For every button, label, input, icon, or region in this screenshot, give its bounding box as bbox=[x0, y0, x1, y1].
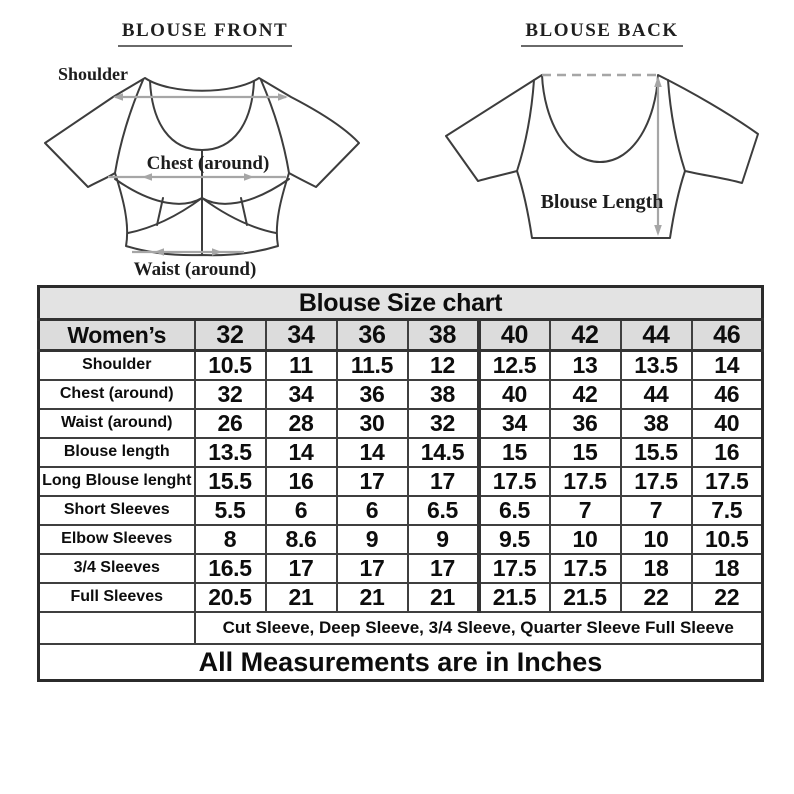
value-cell: 10.5 bbox=[692, 525, 763, 554]
value-cell: 17.5 bbox=[621, 467, 692, 496]
value-cell: 6.5 bbox=[408, 496, 479, 525]
value-cell: 16 bbox=[692, 438, 763, 467]
chest-label: Chest (around) bbox=[146, 153, 270, 174]
value-cell: 14 bbox=[692, 351, 763, 381]
table-row bbox=[39, 351, 763, 381]
waist-label: Waist (around) bbox=[133, 259, 257, 280]
value-cell: 13.5 bbox=[195, 438, 266, 467]
value-cell: 15 bbox=[550, 438, 621, 467]
value-cell: 26 bbox=[195, 409, 266, 438]
value-cell: 34 bbox=[266, 380, 337, 409]
value-cell: 15.5 bbox=[195, 467, 266, 496]
value-cell: 6 bbox=[266, 496, 337, 525]
table-row bbox=[39, 525, 763, 554]
size-header-cell: 38 bbox=[408, 320, 479, 351]
value-cell: 14 bbox=[337, 438, 408, 467]
empty-cell bbox=[39, 612, 195, 644]
value-cell: 17 bbox=[408, 554, 479, 583]
value-cell: 17.5 bbox=[550, 554, 621, 583]
value-cell: 7 bbox=[550, 496, 621, 525]
value-cell: 30 bbox=[337, 409, 408, 438]
value-cell: 21 bbox=[408, 583, 479, 612]
value-cell: 10 bbox=[550, 525, 621, 554]
size-header-cell: 40 bbox=[479, 320, 550, 351]
value-cell: 17 bbox=[337, 554, 408, 583]
value-cell: 16 bbox=[266, 467, 337, 496]
row-label: 3/4 Sleeves bbox=[39, 554, 195, 583]
value-cell: 32 bbox=[408, 409, 479, 438]
value-cell: 21.5 bbox=[479, 583, 550, 612]
row-label: Shoulder bbox=[39, 351, 195, 381]
row-label: Elbow Sleeves bbox=[39, 525, 195, 554]
size-chart-table bbox=[37, 285, 764, 682]
note-cell: Cut Sleeve, Deep Sleeve, 3/4 Sleeve, Quarter Sleeve Full Sleeve bbox=[195, 612, 763, 644]
value-cell: 28 bbox=[266, 409, 337, 438]
value-cell: 40 bbox=[692, 409, 763, 438]
value-cell: 10 bbox=[621, 525, 692, 554]
value-cell: 16.5 bbox=[195, 554, 266, 583]
banner-cell: All Measurements are in Inches bbox=[39, 644, 763, 681]
value-cell: 34 bbox=[479, 409, 550, 438]
blouse-back-diagram bbox=[430, 50, 790, 280]
value-cell: 36 bbox=[550, 409, 621, 438]
table-row bbox=[39, 554, 763, 583]
value-cell: 17.5 bbox=[479, 554, 550, 583]
row-label: Chest (around) bbox=[39, 380, 195, 409]
value-cell: 9 bbox=[337, 525, 408, 554]
table-row bbox=[39, 409, 763, 438]
value-cell: 22 bbox=[621, 583, 692, 612]
value-cell: 6.5 bbox=[479, 496, 550, 525]
size-header-cell: 46 bbox=[692, 320, 763, 351]
value-cell: 12.5 bbox=[479, 351, 550, 381]
value-cell: 32 bbox=[195, 380, 266, 409]
value-cell: 21 bbox=[266, 583, 337, 612]
value-cell: 36 bbox=[337, 380, 408, 409]
value-cell: 17.5 bbox=[550, 467, 621, 496]
back-diagram-title bbox=[432, 20, 772, 47]
value-cell: 8.6 bbox=[266, 525, 337, 554]
size-header-cell: 36 bbox=[337, 320, 408, 351]
blouse-length-label: Blouse Length bbox=[540, 191, 664, 213]
value-cell: 21 bbox=[337, 583, 408, 612]
value-cell: 17 bbox=[337, 467, 408, 496]
row-label: Short Sleeves bbox=[39, 496, 195, 525]
front-title-text: BLOUSE FRONT bbox=[118, 20, 292, 47]
value-cell: 46 bbox=[692, 380, 763, 409]
back-title-text: BLOUSE BACK bbox=[521, 20, 682, 47]
value-cell: 42 bbox=[550, 380, 621, 409]
value-cell: 9.5 bbox=[479, 525, 550, 554]
value-cell: 44 bbox=[621, 380, 692, 409]
value-cell: 20.5 bbox=[195, 583, 266, 612]
front-diagram-title bbox=[30, 20, 380, 47]
value-cell: 18 bbox=[692, 554, 763, 583]
row-label: Blouse length bbox=[39, 438, 195, 467]
value-cell: 17 bbox=[266, 554, 337, 583]
table-row bbox=[39, 496, 763, 525]
note-row bbox=[39, 612, 763, 644]
row-label: Full Sleeves bbox=[39, 583, 195, 612]
value-cell: 17.5 bbox=[479, 467, 550, 496]
blouse-back-silhouette bbox=[446, 75, 758, 238]
row-label: Waist (around) bbox=[39, 409, 195, 438]
size-header-cell: 44 bbox=[621, 320, 692, 351]
value-cell: 38 bbox=[408, 380, 479, 409]
value-cell: 17.5 bbox=[692, 467, 763, 496]
value-cell: 7.5 bbox=[692, 496, 763, 525]
value-cell: 13.5 bbox=[621, 351, 692, 381]
table-row bbox=[39, 583, 763, 612]
title-row bbox=[39, 287, 763, 320]
value-cell: 11.5 bbox=[337, 351, 408, 381]
value-cell: 17 bbox=[408, 467, 479, 496]
value-cell: 38 bbox=[621, 409, 692, 438]
value-cell: 8 bbox=[195, 525, 266, 554]
value-cell: 10.5 bbox=[195, 351, 266, 381]
value-cell: 40 bbox=[479, 380, 550, 409]
value-cell: 13 bbox=[550, 351, 621, 381]
value-cell: 11 bbox=[266, 351, 337, 381]
size-header-cell: 34 bbox=[266, 320, 337, 351]
table-row bbox=[39, 438, 763, 467]
value-cell: 15 bbox=[479, 438, 550, 467]
chart-title: Blouse Size chart bbox=[39, 287, 763, 320]
value-cell: 6 bbox=[337, 496, 408, 525]
banner-row bbox=[39, 644, 763, 681]
size-header-cell: 42 bbox=[550, 320, 621, 351]
value-cell: 21.5 bbox=[550, 583, 621, 612]
shoulder-label: Shoulder bbox=[58, 64, 129, 84]
value-cell: 14.5 bbox=[408, 438, 479, 467]
blouse-front-diagram bbox=[30, 55, 410, 285]
table-row bbox=[39, 467, 763, 496]
size-header-cell: 32 bbox=[195, 320, 266, 351]
row-label: Long Blouse lenght bbox=[39, 467, 195, 496]
value-cell: 7 bbox=[621, 496, 692, 525]
value-cell: 5.5 bbox=[195, 496, 266, 525]
value-cell: 15.5 bbox=[621, 438, 692, 467]
value-cell: 12 bbox=[408, 351, 479, 381]
value-cell: 14 bbox=[266, 438, 337, 467]
table-row bbox=[39, 380, 763, 409]
value-cell: 22 bbox=[692, 583, 763, 612]
value-cell: 9 bbox=[408, 525, 479, 554]
size-header-row bbox=[39, 320, 763, 351]
value-cell: 18 bbox=[621, 554, 692, 583]
women-header-cell: Women’s bbox=[39, 320, 195, 351]
